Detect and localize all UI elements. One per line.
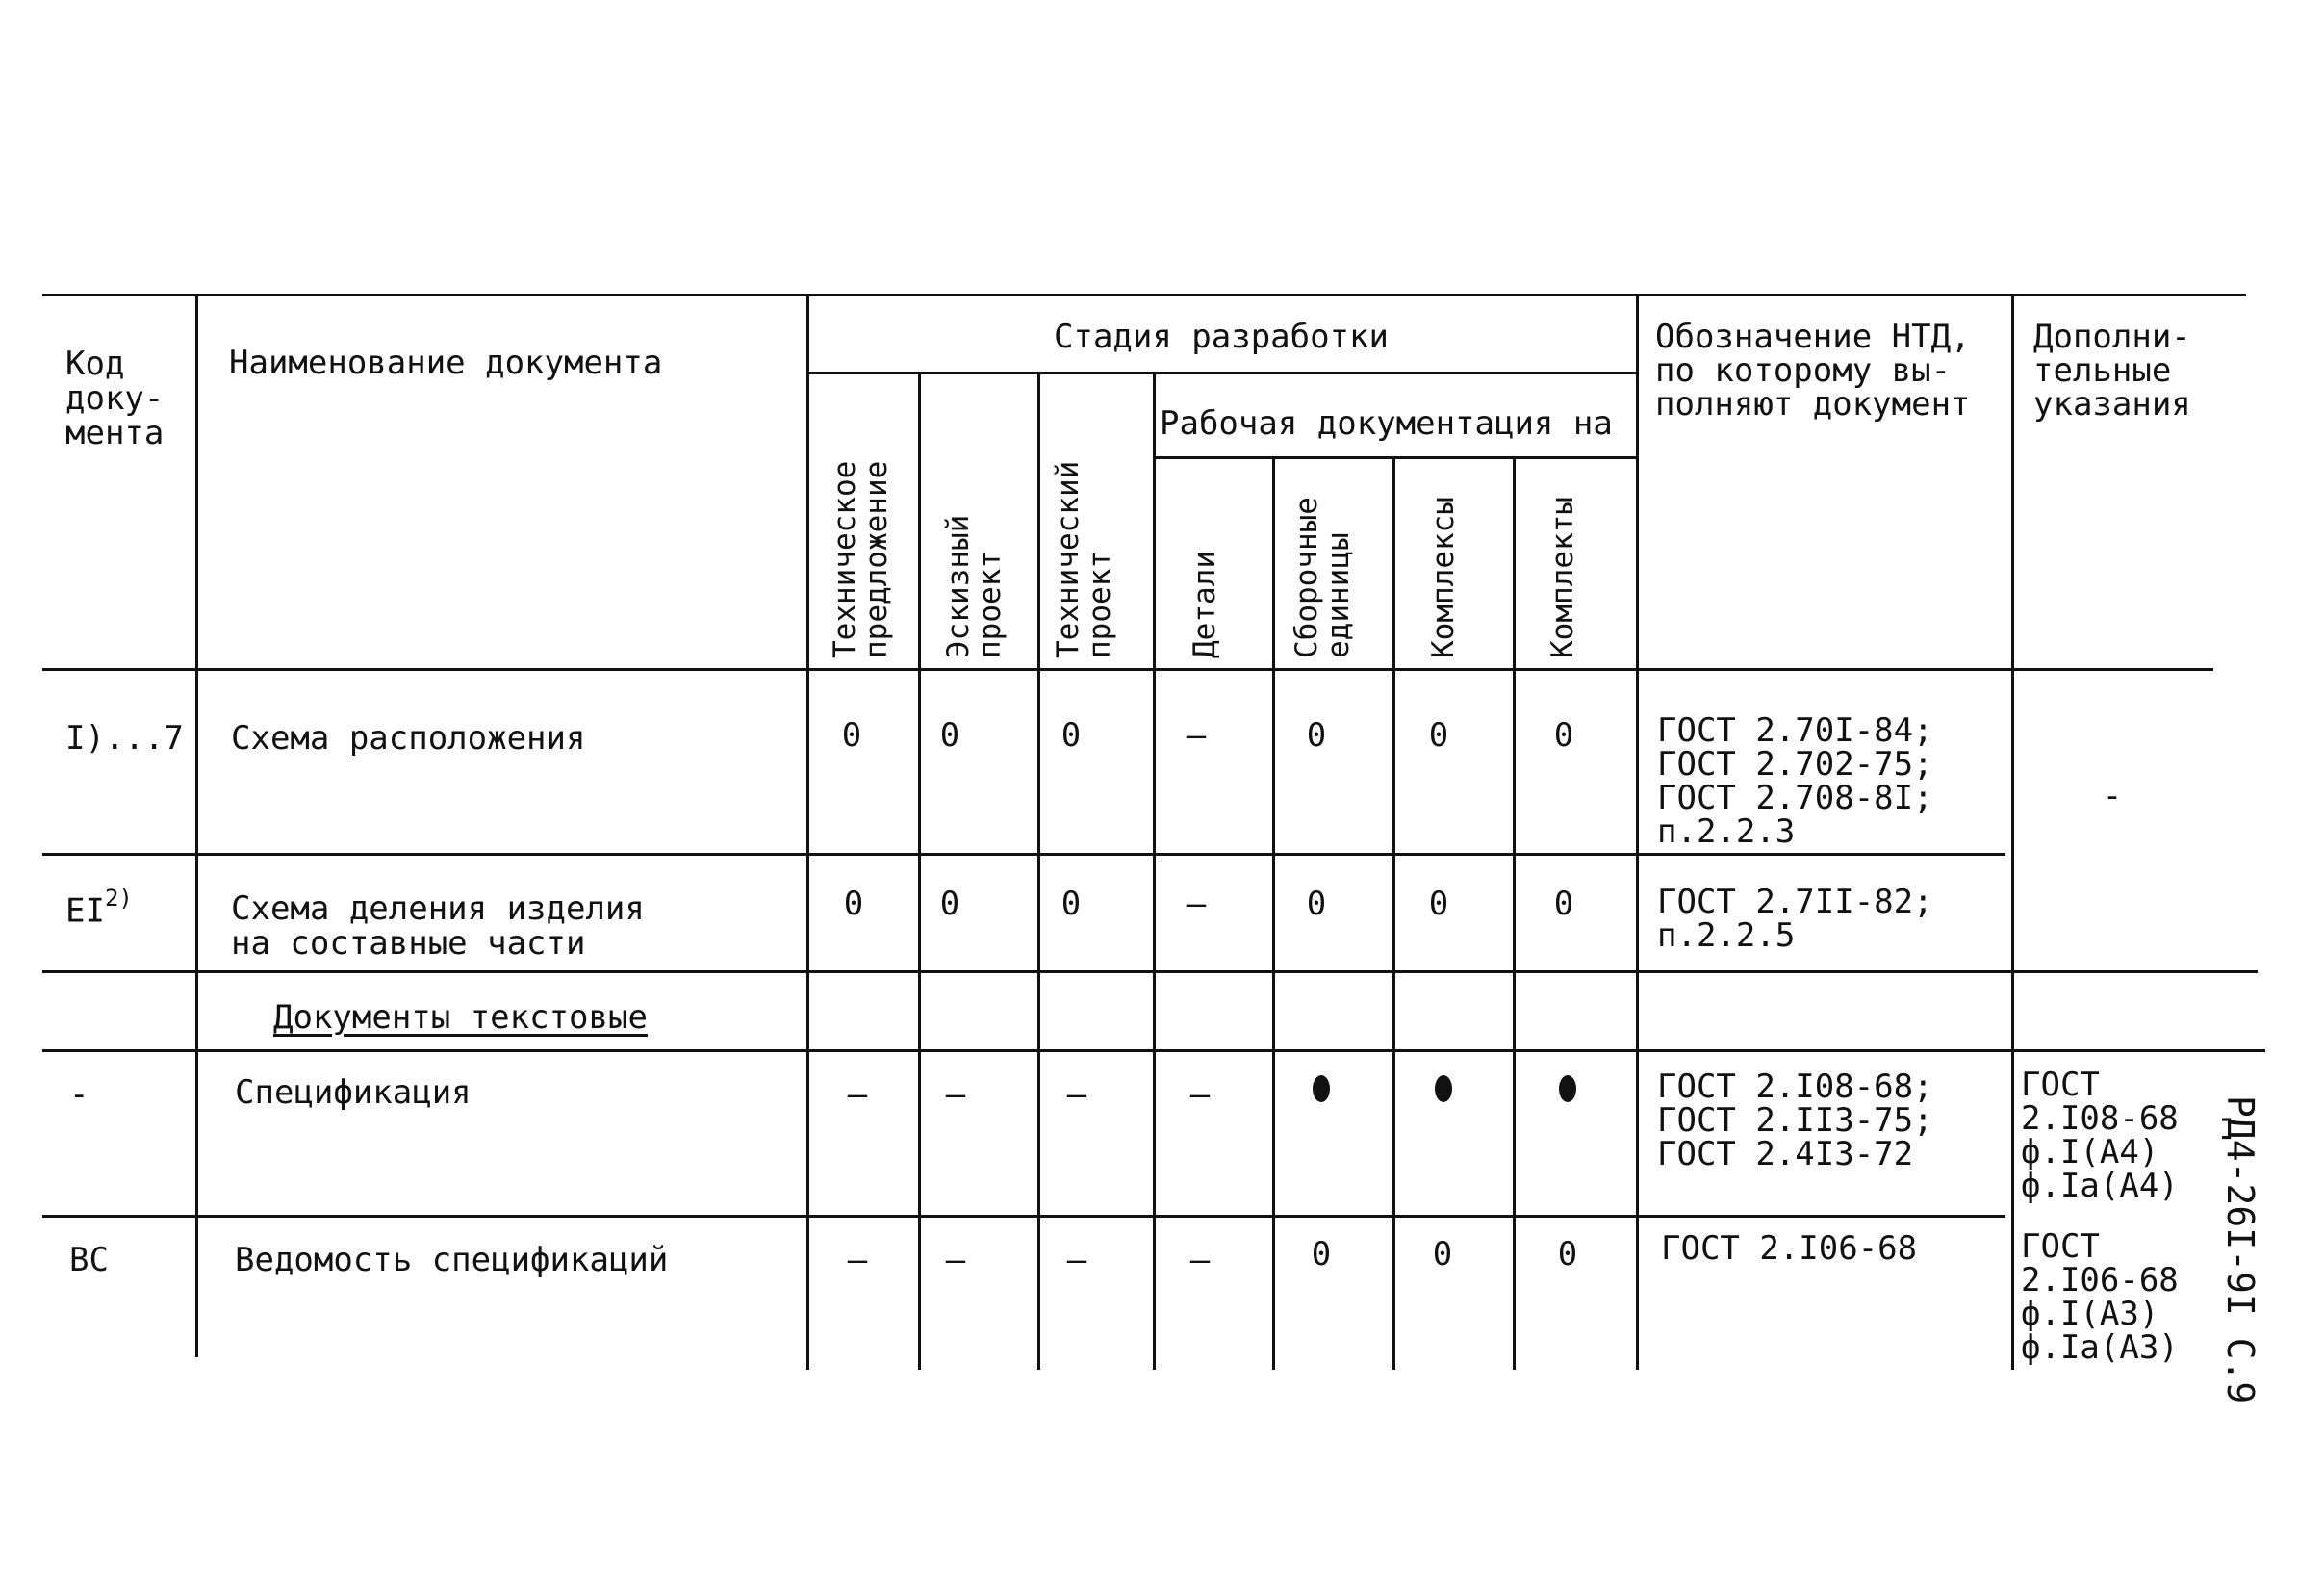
col-notes-rule xyxy=(2011,294,2014,1370)
row2-mark-1: 0 xyxy=(843,885,864,923)
row2-bottom-rule xyxy=(42,970,2258,973)
row4-dot-7 xyxy=(1559,1075,1576,1102)
row1-name: Схема расположения xyxy=(231,719,586,758)
header-draft-project: Эскизный проект xyxy=(941,514,1008,658)
row2-mark-3: 0 xyxy=(1060,885,1082,923)
row5-mark-6: 0 xyxy=(1432,1235,1453,1274)
row1-mark-2: 0 xyxy=(939,716,960,755)
stage-sub-rule xyxy=(806,372,1636,374)
row5-ntd: ГОСТ 2.I06-68 xyxy=(1661,1229,1918,1268)
row2-mark-7: 0 xyxy=(1553,885,1574,923)
header-ntd: Обозначение НТД, по которому вы- полняют документ xyxy=(1655,318,1971,424)
table-top-rule xyxy=(42,294,2246,296)
col-stage5-rule xyxy=(1392,456,1395,1370)
row1-mark-7: 0 xyxy=(1553,716,1574,755)
row1-mark-1: 0 xyxy=(841,716,862,755)
row4-name: Спецификация xyxy=(235,1073,472,1112)
header-notes: Дополни- тельные указания xyxy=(2033,318,2191,424)
col-stage4-rule xyxy=(1272,456,1275,1370)
col-stage3-rule xyxy=(1153,372,1156,1370)
col-stage1-rule xyxy=(918,372,921,1370)
row1-code: I)...7 xyxy=(65,719,184,758)
row5-mark-7: 0 xyxy=(1557,1235,1578,1274)
header-working-docs: Рабочая документация на xyxy=(1160,407,1613,441)
section-title-text-documents: Документы текстовые xyxy=(273,998,648,1037)
header-tech-proposal: Техническое предложение xyxy=(828,460,894,658)
row1-mark-3: 0 xyxy=(1060,716,1082,755)
row5-mark-2: – xyxy=(945,1241,966,1279)
row5-mark-4: – xyxy=(1189,1241,1211,1279)
row5-mark-3: – xyxy=(1066,1241,1087,1279)
row1-mark-5: 0 xyxy=(1306,716,1327,755)
row5-code: ВС xyxy=(69,1241,109,1279)
col-stage2-rule xyxy=(1037,372,1040,1370)
row4-dot-5 xyxy=(1313,1075,1330,1102)
row1-mark-4: – xyxy=(1186,716,1207,755)
row1-ntd: ГОСТ 2.70I-84; ГОСТ 2.702-75; ГОСТ 2.708-8I; п.2.2.3 xyxy=(1657,711,1933,851)
row5-name: Ведомость спецификаций xyxy=(235,1241,669,1279)
header-assembly-units: Сборочные единицы xyxy=(1290,497,1356,658)
row2-name: Схема деления изделия на составные части xyxy=(231,889,645,963)
row4-code: - xyxy=(69,1075,89,1114)
row5-notes: ГОСТ 2.I06-68 ф.I(А3) ф.Iа(А3) xyxy=(2021,1227,2179,1367)
row4-mark-2: – xyxy=(945,1075,966,1114)
header-code: Код доку- мента xyxy=(65,345,165,452)
header-details: Детали xyxy=(1188,551,1222,658)
row4-mark-4: – xyxy=(1189,1075,1211,1114)
col-ntd-rule xyxy=(1636,294,1639,1370)
col-name-rule xyxy=(806,294,809,1370)
col-stage6-rule xyxy=(1513,456,1516,1370)
header-bottom-rule xyxy=(42,668,2213,671)
row2-code: EI$^{2)}$ xyxy=(65,885,133,931)
side-page-label: РД4-26I-9I С.9 xyxy=(2219,1095,2261,1404)
row4-notes: ГОСТ 2.I08-68 ф.I(А4) ф.Iа(А4) xyxy=(2021,1066,2179,1205)
row5-mark-5: 0 xyxy=(1311,1235,1332,1274)
col-code-rule xyxy=(195,294,198,1357)
row4-mark-3: – xyxy=(1066,1075,1087,1114)
row4-bottom-rule xyxy=(42,1215,2005,1218)
row4-mark-1: – xyxy=(847,1075,868,1114)
row4-ntd: ГОСТ 2.I08-68; ГОСТ 2.II3-75; ГОСТ 2.4I3-72 xyxy=(1657,1068,1933,1173)
row5-mark-1: – xyxy=(847,1241,868,1279)
row1-bottom-rule xyxy=(42,853,2005,856)
header-complexes: Комплексы xyxy=(1426,497,1461,658)
row1-mark-6: 0 xyxy=(1428,716,1449,755)
row2-mark-6: 0 xyxy=(1428,885,1449,923)
header-stage: Стадия разработки xyxy=(1054,318,1389,356)
row4-dot-6 xyxy=(1435,1075,1452,1102)
row2-mark-5: 0 xyxy=(1306,885,1327,923)
merged-note: - xyxy=(2102,777,2123,815)
header-tech-project: Технический проект xyxy=(1051,460,1117,658)
row2-ntd: ГОСТ 2.7II-82; п.2.2.5 xyxy=(1657,883,1933,955)
header-name: Наименование документа xyxy=(229,344,663,382)
row2-mark-2: 0 xyxy=(939,885,960,923)
row2-mark-4: – xyxy=(1186,885,1207,923)
header-kits: Комплекты xyxy=(1545,497,1580,658)
